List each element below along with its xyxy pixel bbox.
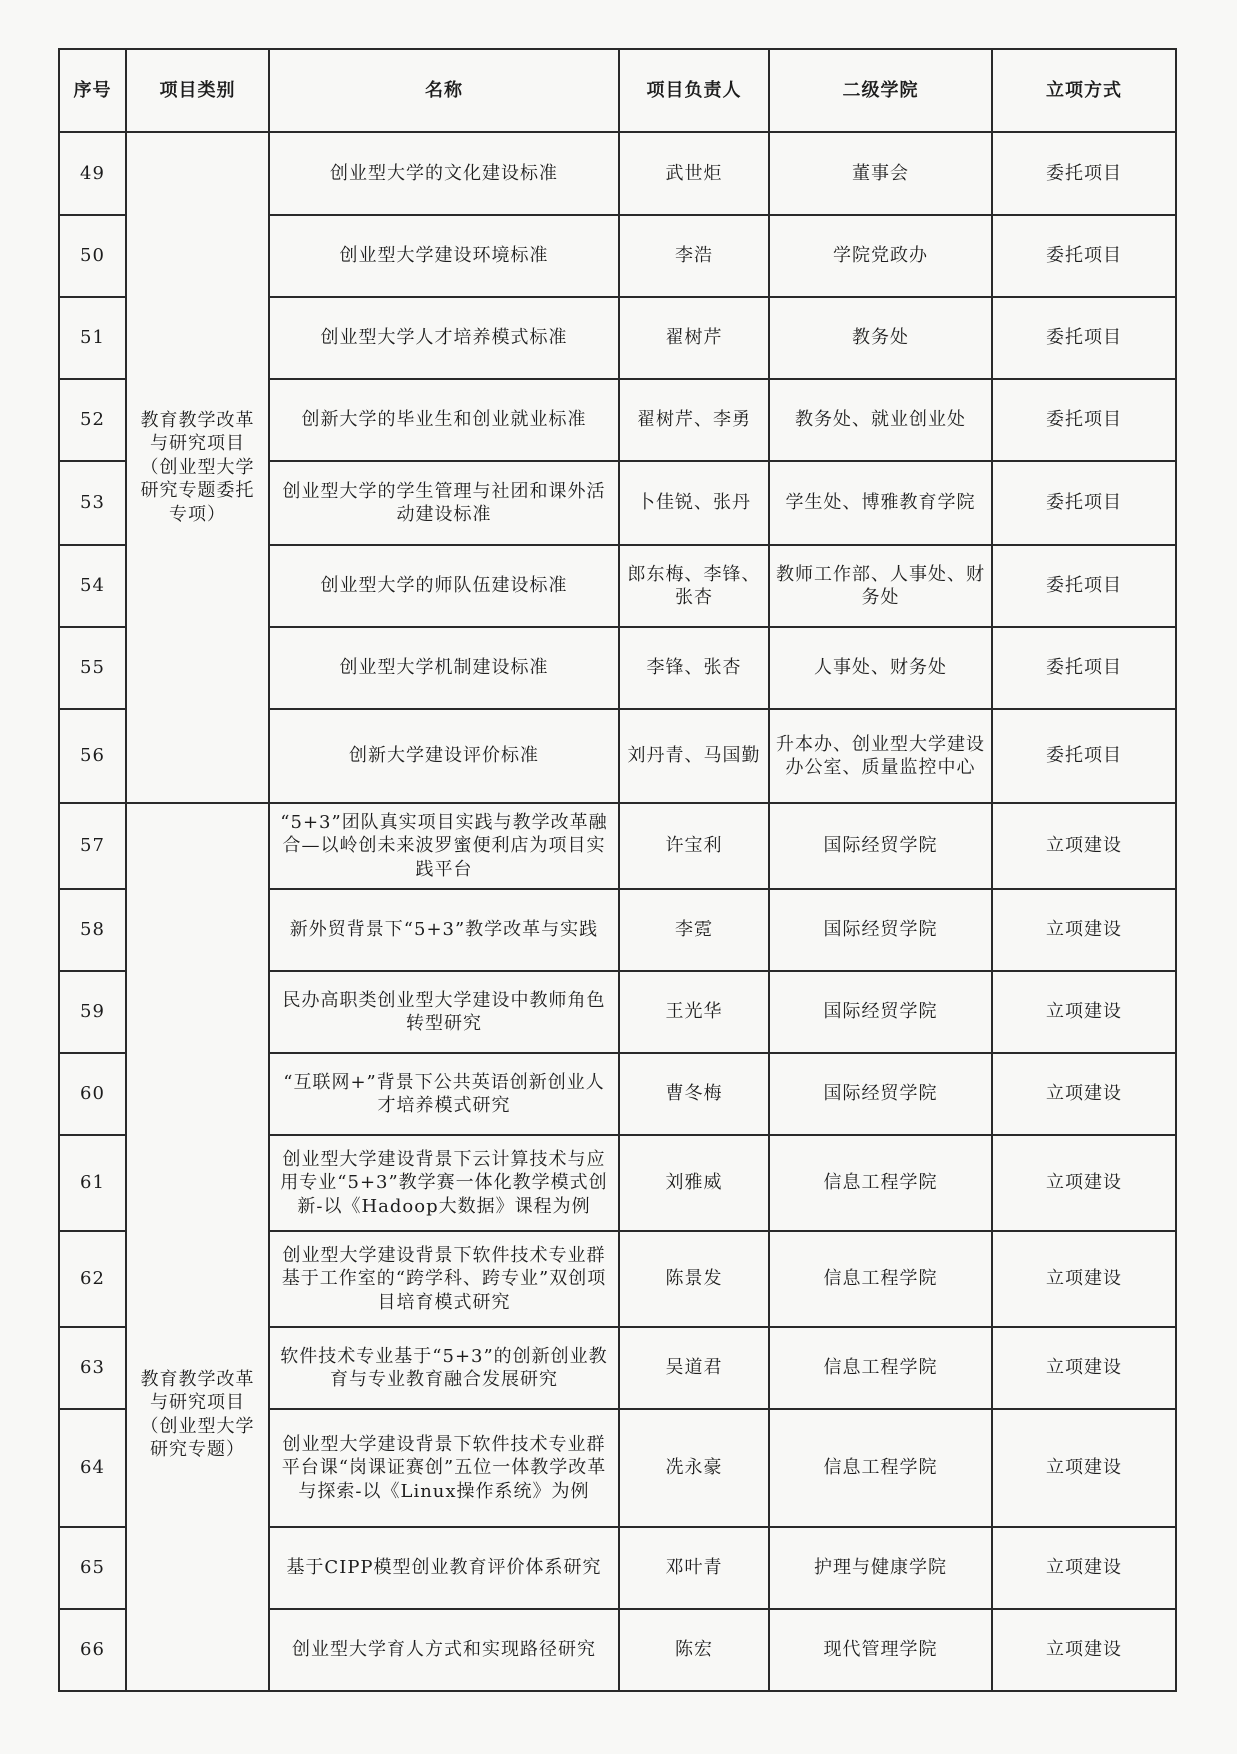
cell-leader: 陈景发	[619, 1231, 769, 1327]
cell-leader: 武世炬	[619, 132, 769, 215]
cell-seq: 53	[59, 461, 126, 545]
header-category: 项目类别	[126, 49, 269, 132]
cell-college: 国际经贸学院	[769, 803, 992, 889]
cell-college: 人事处、财务处	[769, 627, 992, 709]
cell-method: 委托项目	[992, 132, 1176, 215]
cell-seq: 59	[59, 971, 126, 1053]
cell-seq: 51	[59, 297, 126, 379]
cell-college: 国际经贸学院	[769, 1053, 992, 1135]
table-row	[59, 132, 1176, 215]
cell-leader: 邓叶青	[619, 1527, 769, 1609]
cell-name: 创业型大学的文化建设标准	[269, 132, 619, 215]
cell-college: 教务处	[769, 297, 992, 379]
cell-seq: 49	[59, 132, 126, 215]
cell-name: 基于CIPP模型创业教育评价体系研究	[269, 1527, 619, 1609]
cell-leader: 王光华	[619, 971, 769, 1053]
cell-name: 创业型大学的学生管理与社团和课外活动建设标准	[269, 461, 619, 545]
cell-seq: 56	[59, 709, 126, 803]
cell-leader: 刘雅威	[619, 1135, 769, 1231]
cell-college: 教务处、就业创业处	[769, 379, 992, 461]
cell-seq: 63	[59, 1327, 126, 1409]
cell-leader: 陈宏	[619, 1609, 769, 1691]
cell-college: 信息工程学院	[769, 1409, 992, 1527]
cell-name: 创业型大学建设背景下云计算技术与应用专业“5+3”教学赛一体化教学模式创新-以《Hadoop大数据》课程为例	[269, 1135, 619, 1231]
cell-leader: 吴道君	[619, 1327, 769, 1409]
cell-leader: 李霓	[619, 889, 769, 971]
cell-leader: 翟树芹、李勇	[619, 379, 769, 461]
cell-leader: 许宝利	[619, 803, 769, 889]
cell-method: 立项建设	[992, 1409, 1176, 1527]
cell-method: 委托项目	[992, 379, 1176, 461]
cell-name: 创业型大学建设环境标准	[269, 215, 619, 297]
cell-leader: 刘丹青、马国勤	[619, 709, 769, 803]
cell-name: “5+3”团队真实项目实践与教学改革融合—以岭创未来波罗蜜便利店为项目实践平台	[269, 803, 619, 889]
cell-category: 教育教学改革与研究项目（创业型大学研究专题）	[126, 803, 269, 1691]
cell-seq: 52	[59, 379, 126, 461]
cell-method: 立项建设	[992, 1609, 1176, 1691]
cell-seq: 57	[59, 803, 126, 889]
cell-name: 软件技术专业基于“5+3”的创新创业教育与专业教育融合发展研究	[269, 1327, 619, 1409]
cell-name: 民办高职类创业型大学建设中教师角色转型研究	[269, 971, 619, 1053]
cell-leader: 李浩	[619, 215, 769, 297]
cell-method: 委托项目	[992, 297, 1176, 379]
cell-college: 国际经贸学院	[769, 889, 992, 971]
cell-name: 创业型大学育人方式和实现路径研究	[269, 1609, 619, 1691]
cell-seq: 62	[59, 1231, 126, 1327]
cell-college: 国际经贸学院	[769, 971, 992, 1053]
cell-method: 立项建设	[992, 803, 1176, 889]
cell-seq: 64	[59, 1409, 126, 1527]
cell-method: 立项建设	[992, 971, 1176, 1053]
cell-college: 现代管理学院	[769, 1609, 992, 1691]
header-college: 二级学院	[769, 49, 992, 132]
cell-method: 委托项目	[992, 461, 1176, 545]
cell-name: 创新大学的毕业生和创业就业标准	[269, 379, 619, 461]
cell-name: 创业型大学建设背景下软件技术专业群基于工作室的“跨学科、跨专业”双创项目培育模式研究	[269, 1231, 619, 1327]
cell-college: 信息工程学院	[769, 1135, 992, 1231]
header-name: 名称	[269, 49, 619, 132]
cell-name: 创业型大学人才培养模式标准	[269, 297, 619, 379]
cell-leader: 翟树芹	[619, 297, 769, 379]
cell-seq: 66	[59, 1609, 126, 1691]
table-header-row	[59, 49, 1176, 132]
cell-seq: 50	[59, 215, 126, 297]
cell-college: 信息工程学院	[769, 1327, 992, 1409]
cell-leader: 冼永豪	[619, 1409, 769, 1527]
cell-method: 立项建设	[992, 1231, 1176, 1327]
cell-name: 创业型大学的师队伍建设标准	[269, 545, 619, 627]
cell-name: 创业型大学建设背景下软件技术专业群平台课“岗课证赛创”五位一体教学改革与探索-以《Linux操作系统》为例	[269, 1409, 619, 1527]
cell-seq: 61	[59, 1135, 126, 1231]
cell-method: 立项建设	[992, 1135, 1176, 1231]
cell-method: 委托项目	[992, 709, 1176, 803]
cell-name: 新外贸背景下“5+3”教学改革与实践	[269, 889, 619, 971]
cell-college: 学生处、博雅教育学院	[769, 461, 992, 545]
cell-seq: 65	[59, 1527, 126, 1609]
cell-college: 董事会	[769, 132, 992, 215]
cell-college: 护理与健康学院	[769, 1527, 992, 1609]
cell-seq: 58	[59, 889, 126, 971]
project-table	[58, 48, 1177, 1692]
header-method: 立项方式	[992, 49, 1176, 132]
header-seq: 序号	[59, 49, 126, 132]
cell-leader: 曹冬梅	[619, 1053, 769, 1135]
cell-leader: 卜佳锐、张丹	[619, 461, 769, 545]
cell-method: 委托项目	[992, 545, 1176, 627]
cell-college: 信息工程学院	[769, 1231, 992, 1327]
header-leader: 项目负责人	[619, 49, 769, 132]
cell-leader: 李锋、张杏	[619, 627, 769, 709]
cell-method: 立项建设	[992, 1327, 1176, 1409]
table-body	[59, 132, 1176, 1691]
cell-seq: 54	[59, 545, 126, 627]
cell-method: 立项建设	[992, 1053, 1176, 1135]
cell-seq: 60	[59, 1053, 126, 1135]
cell-method: 立项建设	[992, 889, 1176, 971]
cell-method: 委托项目	[992, 215, 1176, 297]
cell-college: 学院党政办	[769, 215, 992, 297]
table-row	[59, 803, 1176, 889]
cell-method: 立项建设	[992, 1527, 1176, 1609]
cell-name: “互联网+”背景下公共英语创新创业人才培养模式研究	[269, 1053, 619, 1135]
cell-category: 教育教学改革与研究项目（创业型大学研究专题委托专项）	[126, 132, 269, 803]
cell-name: 创新大学建设评价标准	[269, 709, 619, 803]
cell-leader: 郎东梅、李锋、张杏	[619, 545, 769, 627]
cell-college: 升本办、创业型大学建设办公室、质量监控中心	[769, 709, 992, 803]
cell-college: 教师工作部、人事处、财务处	[769, 545, 992, 627]
cell-name: 创业型大学机制建设标准	[269, 627, 619, 709]
cell-seq: 55	[59, 627, 126, 709]
cell-method: 委托项目	[992, 627, 1176, 709]
